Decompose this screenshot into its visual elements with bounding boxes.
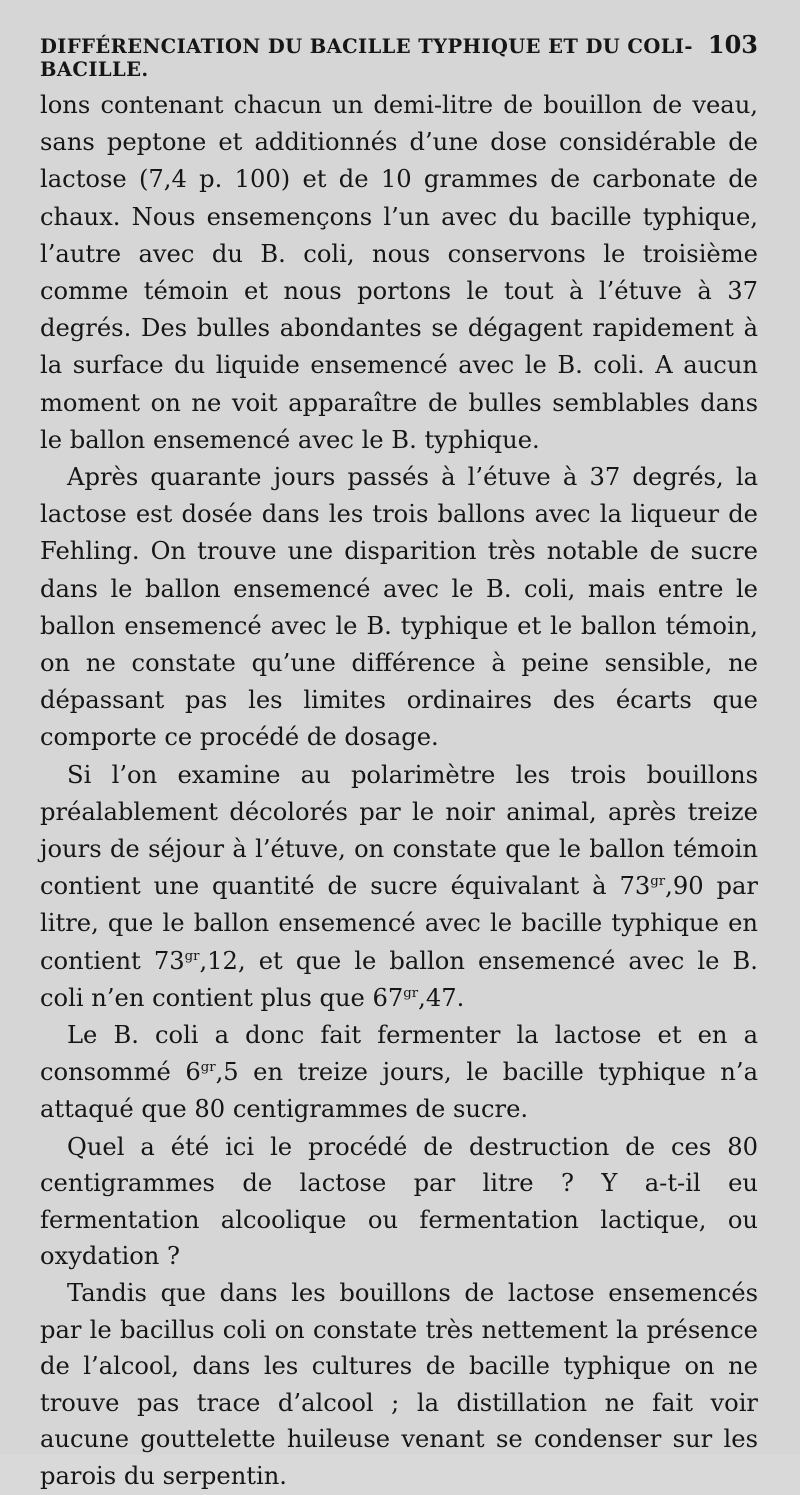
paragraph-3-text-b: ,90 par litre, que le ballon ensemencé avec le bacille typhique en contient 73 — [40, 872, 758, 975]
paragraph-3-text-a: Si l’on examine au polarimètre les trois bouillons préalablement décolorés par le noir animal, après treize jours de séjour à l’étuve, on constate que le ballon témoin contient une quantité de sucre équivalant à 73 — [40, 760, 758, 901]
paragraph-4 — [40, 1017, 758, 1129]
paragraph-4-text-a: Le B. coli a donc fait fermenter la lactose et en a consommé 6 — [40, 1021, 758, 1087]
unit-gr-3: gr — [403, 985, 419, 1001]
paragraph-4-text-b: ,5 en treize jours, le bacille typhique n’a attaqué que 80 centigrammes de sucre. — [40, 1058, 758, 1124]
paragraph-5: Quel a été ici le procédé de destruction de ces 80 centigrammes de lactose par litre ? Y a-t-il eu fermentation alcoolique ou fermentation lactique, ou oxydation ? — [40, 1132, 758, 1271]
paragraph-3-text-d: ,47. — [418, 983, 465, 1012]
running-header — [40, 30, 758, 81]
paragraph-6: Tandis que dans les bouillons de lactose ensemencés par le bacillus coli on constate très nettement la présence de l’alcool, dans les cultures de bacille typhique on ne trouve pas trace d’alcool ; la distillation ne fait voir aucune gouttelette huileuse venant se condenser sur les parois du serpentin. — [40, 1279, 758, 1491]
paragraph-1: lons contenant chacun un demi-litre de bouillon de veau, sans peptone et additionnés d’une dose considérable de lactose (7,4 p. 100) et de 10 grammes de carbonate de chaux. Nous ensemençons l’un avec du bacille typhique, l’autre avec du B. coli, nous conservons le troisième comme témoin et nous portons le tout à l’étuve à 37 degrés. Des bulles abondantes se dégagent rapidement à la surface du liquide ensemencé avec le B. coli. A aucun moment on ne voit apparaître de bulles semblables dans le ballon ensemencé avec le B. typhique. — [40, 91, 758, 454]
paragraph-2: Après quarante jours passés à l’étuve à 37 degrés, la lactose est dosée dans les trois ballons avec la liqueur de Fehling. On trouve une disparition très notable de sucre dans le ballon ensemencé avec le B. coli, mais entre le ballon ensemencé avec le B. typhique et le ballon témoin, on ne constate qu’une différence à peine sensible, ne dépassant pas les limites ordinaires des écarts que comporte ce procédé de dosage. — [40, 463, 758, 752]
unit-gr-4: gr — [200, 1060, 216, 1076]
page-number: 103 — [707, 30, 758, 59]
paragraph-3-text-c: ,12, et que le ballon ensemencé avec le B. coli n’en contient plus que 67 — [40, 946, 758, 1012]
running-title: DIFFÉRENCIATION DU BACILLE TYPHIQUE ET DU COLI-BACILLE. — [40, 35, 693, 81]
paragraph-3 — [40, 757, 758, 1017]
unit-gr-2: gr — [184, 948, 200, 964]
unit-gr-1: gr — [650, 874, 666, 890]
